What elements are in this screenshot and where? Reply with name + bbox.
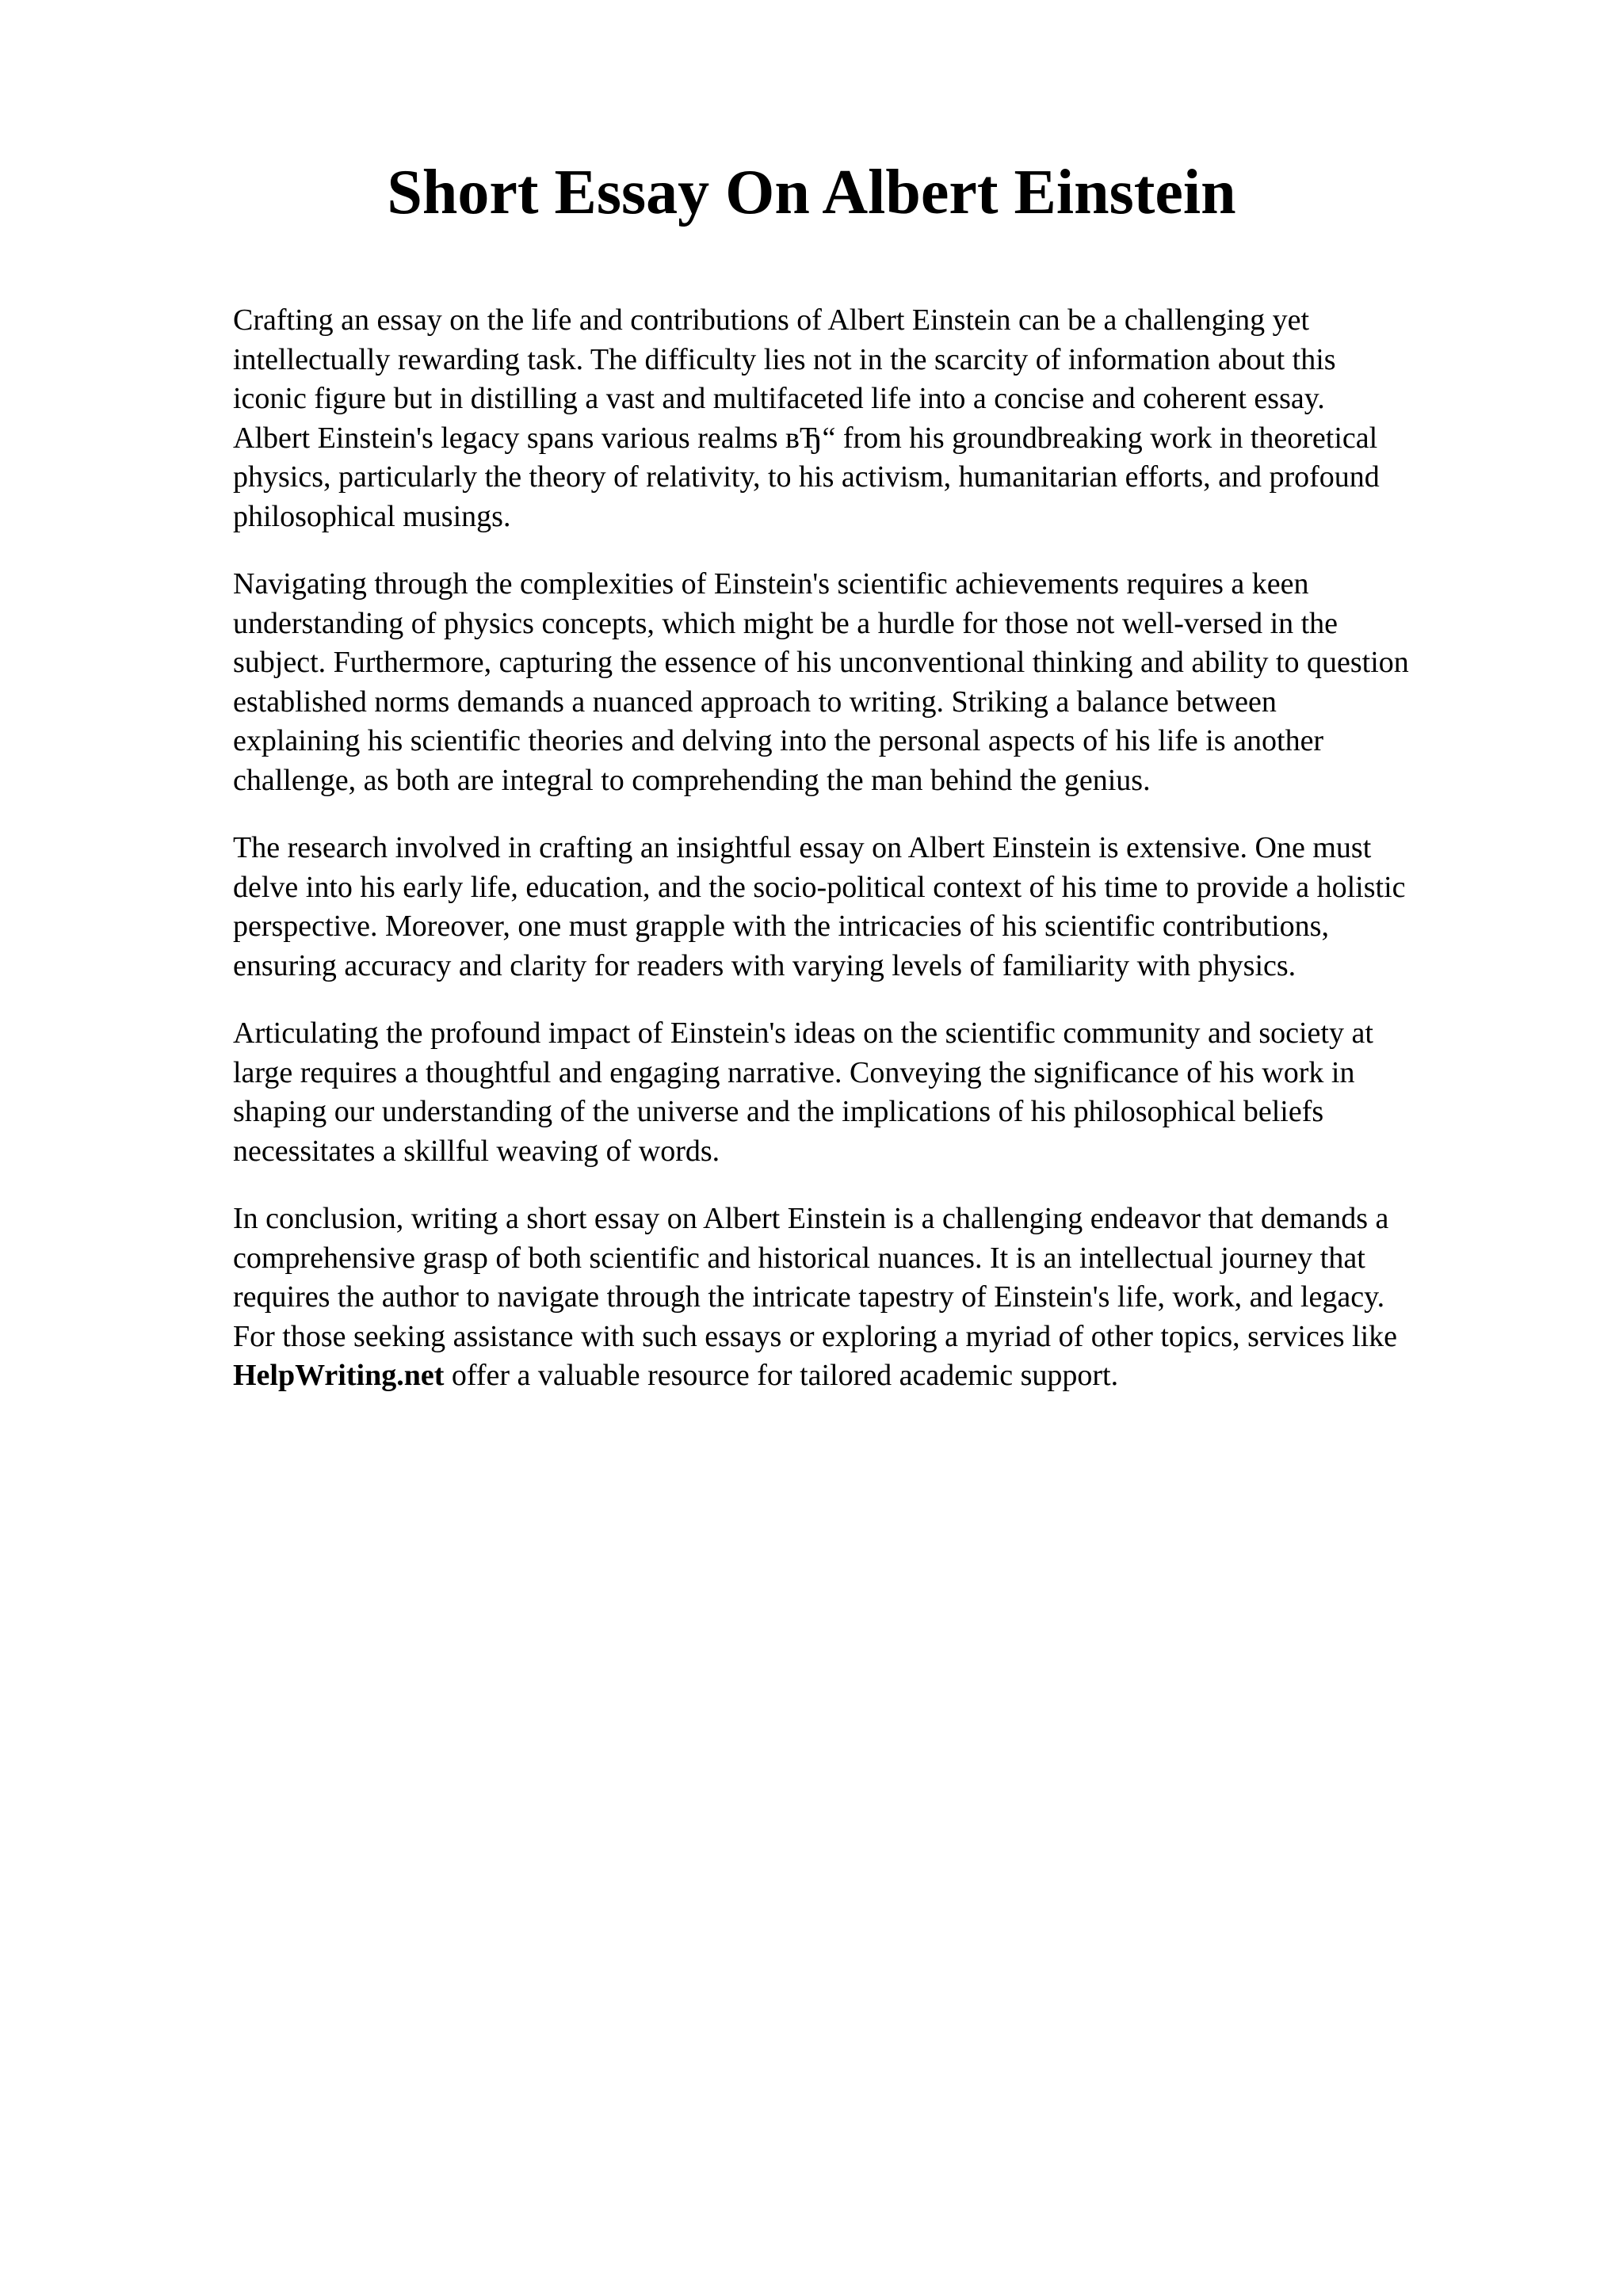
text-line: perspective. Moreover, one must grapple with the intricacies of his scientific contributions, <box>233 910 1329 943</box>
text-line: explaining his scientific theories and delving into the personal aspects of his life is another <box>233 724 1324 757</box>
final-line-text: offer a valuable resource for tailored academic support. <box>444 1359 1119 1392</box>
text-line: ensuring accuracy and clarity for readers with varying levels of familiarity with physics. <box>233 948 1296 982</box>
page-title: Short Essay On Albert Einstein <box>387 158 1236 227</box>
essay-body <box>233 301 1533 1425</box>
text-line: Crafting an essay on the life and contributions of Albert Einstein can be a challenging yet <box>233 303 1310 337</box>
text-line: large requires a thoughtful and engaging narrative. Conveying the significance of his work in <box>233 1055 1355 1089</box>
text-line: philosophical musings. <box>233 499 511 533</box>
paragraph-4 <box>233 1014 1533 1171</box>
text-line: subject. Furthermore, capturing the essence of his unconventional thinking and ability to question <box>233 646 1409 679</box>
text-line-final <box>233 1356 1533 1396</box>
text-line: For those seeking assistance with such essays or exploring a myriad of other topics, services like <box>233 1319 1397 1353</box>
text-line: challenge, as both are integral to comprehending the man behind the genius. <box>233 763 1151 797</box>
text-line: The research involved in crafting an insightful essay on Albert Einstein is extensive. One must <box>233 831 1372 864</box>
text-line: In conclusion, writing a short essay on Albert Einstein is a challenging endeavor that demands a <box>233 1202 1389 1235</box>
text-line: necessitates a skillful weaving of words. <box>233 1134 720 1168</box>
text-line: requires the author to navigate through the intricate tapestry of Einstein's life, work, and legacy. <box>233 1280 1385 1314</box>
text-line: understanding of physics concepts, which might be a hurdle for those not well-versed in the <box>233 606 1338 640</box>
text-line: Navigating through the complexities of Einstein's scientific achievements requires a keen <box>233 567 1309 601</box>
text-line: intellectually rewarding task. The difficulty lies not in the scarcity of information about this <box>233 342 1336 376</box>
text-line: iconic figure but in distilling a vast and multifaceted life into a concise and coherent essay. <box>233 382 1325 415</box>
text-line: physics, particularly the theory of relativity, to his activism, humanitarian efforts, and profound <box>233 460 1380 494</box>
text-line: comprehensive grasp of both scientific and historical nuances. It is an intellectual journey that <box>233 1241 1365 1275</box>
paragraph-1 <box>233 301 1533 536</box>
text-line: Articulating the profound impact of Einstein's ideas on the scientific community and society at <box>233 1016 1373 1050</box>
text-line: shaping our understanding of the universe and the implications of his philosophical beliefs <box>233 1095 1324 1128</box>
text-line: Albert Einstein's legacy spans various realms вЂ“ from his groundbreaking work in theoretical <box>233 421 1378 455</box>
brand-link[interactable]: HelpWriting.net <box>233 1359 445 1392</box>
text-line: established norms demands a nuanced approach to writing. Striking a balance between <box>233 685 1277 719</box>
paragraph-5 <box>233 1199 1533 1396</box>
paragraph-3 <box>233 829 1533 986</box>
paragraph-2 <box>233 565 1533 800</box>
text-line: delve into his early life, education, and the socio-political context of his time to provide a holistic <box>233 870 1406 904</box>
